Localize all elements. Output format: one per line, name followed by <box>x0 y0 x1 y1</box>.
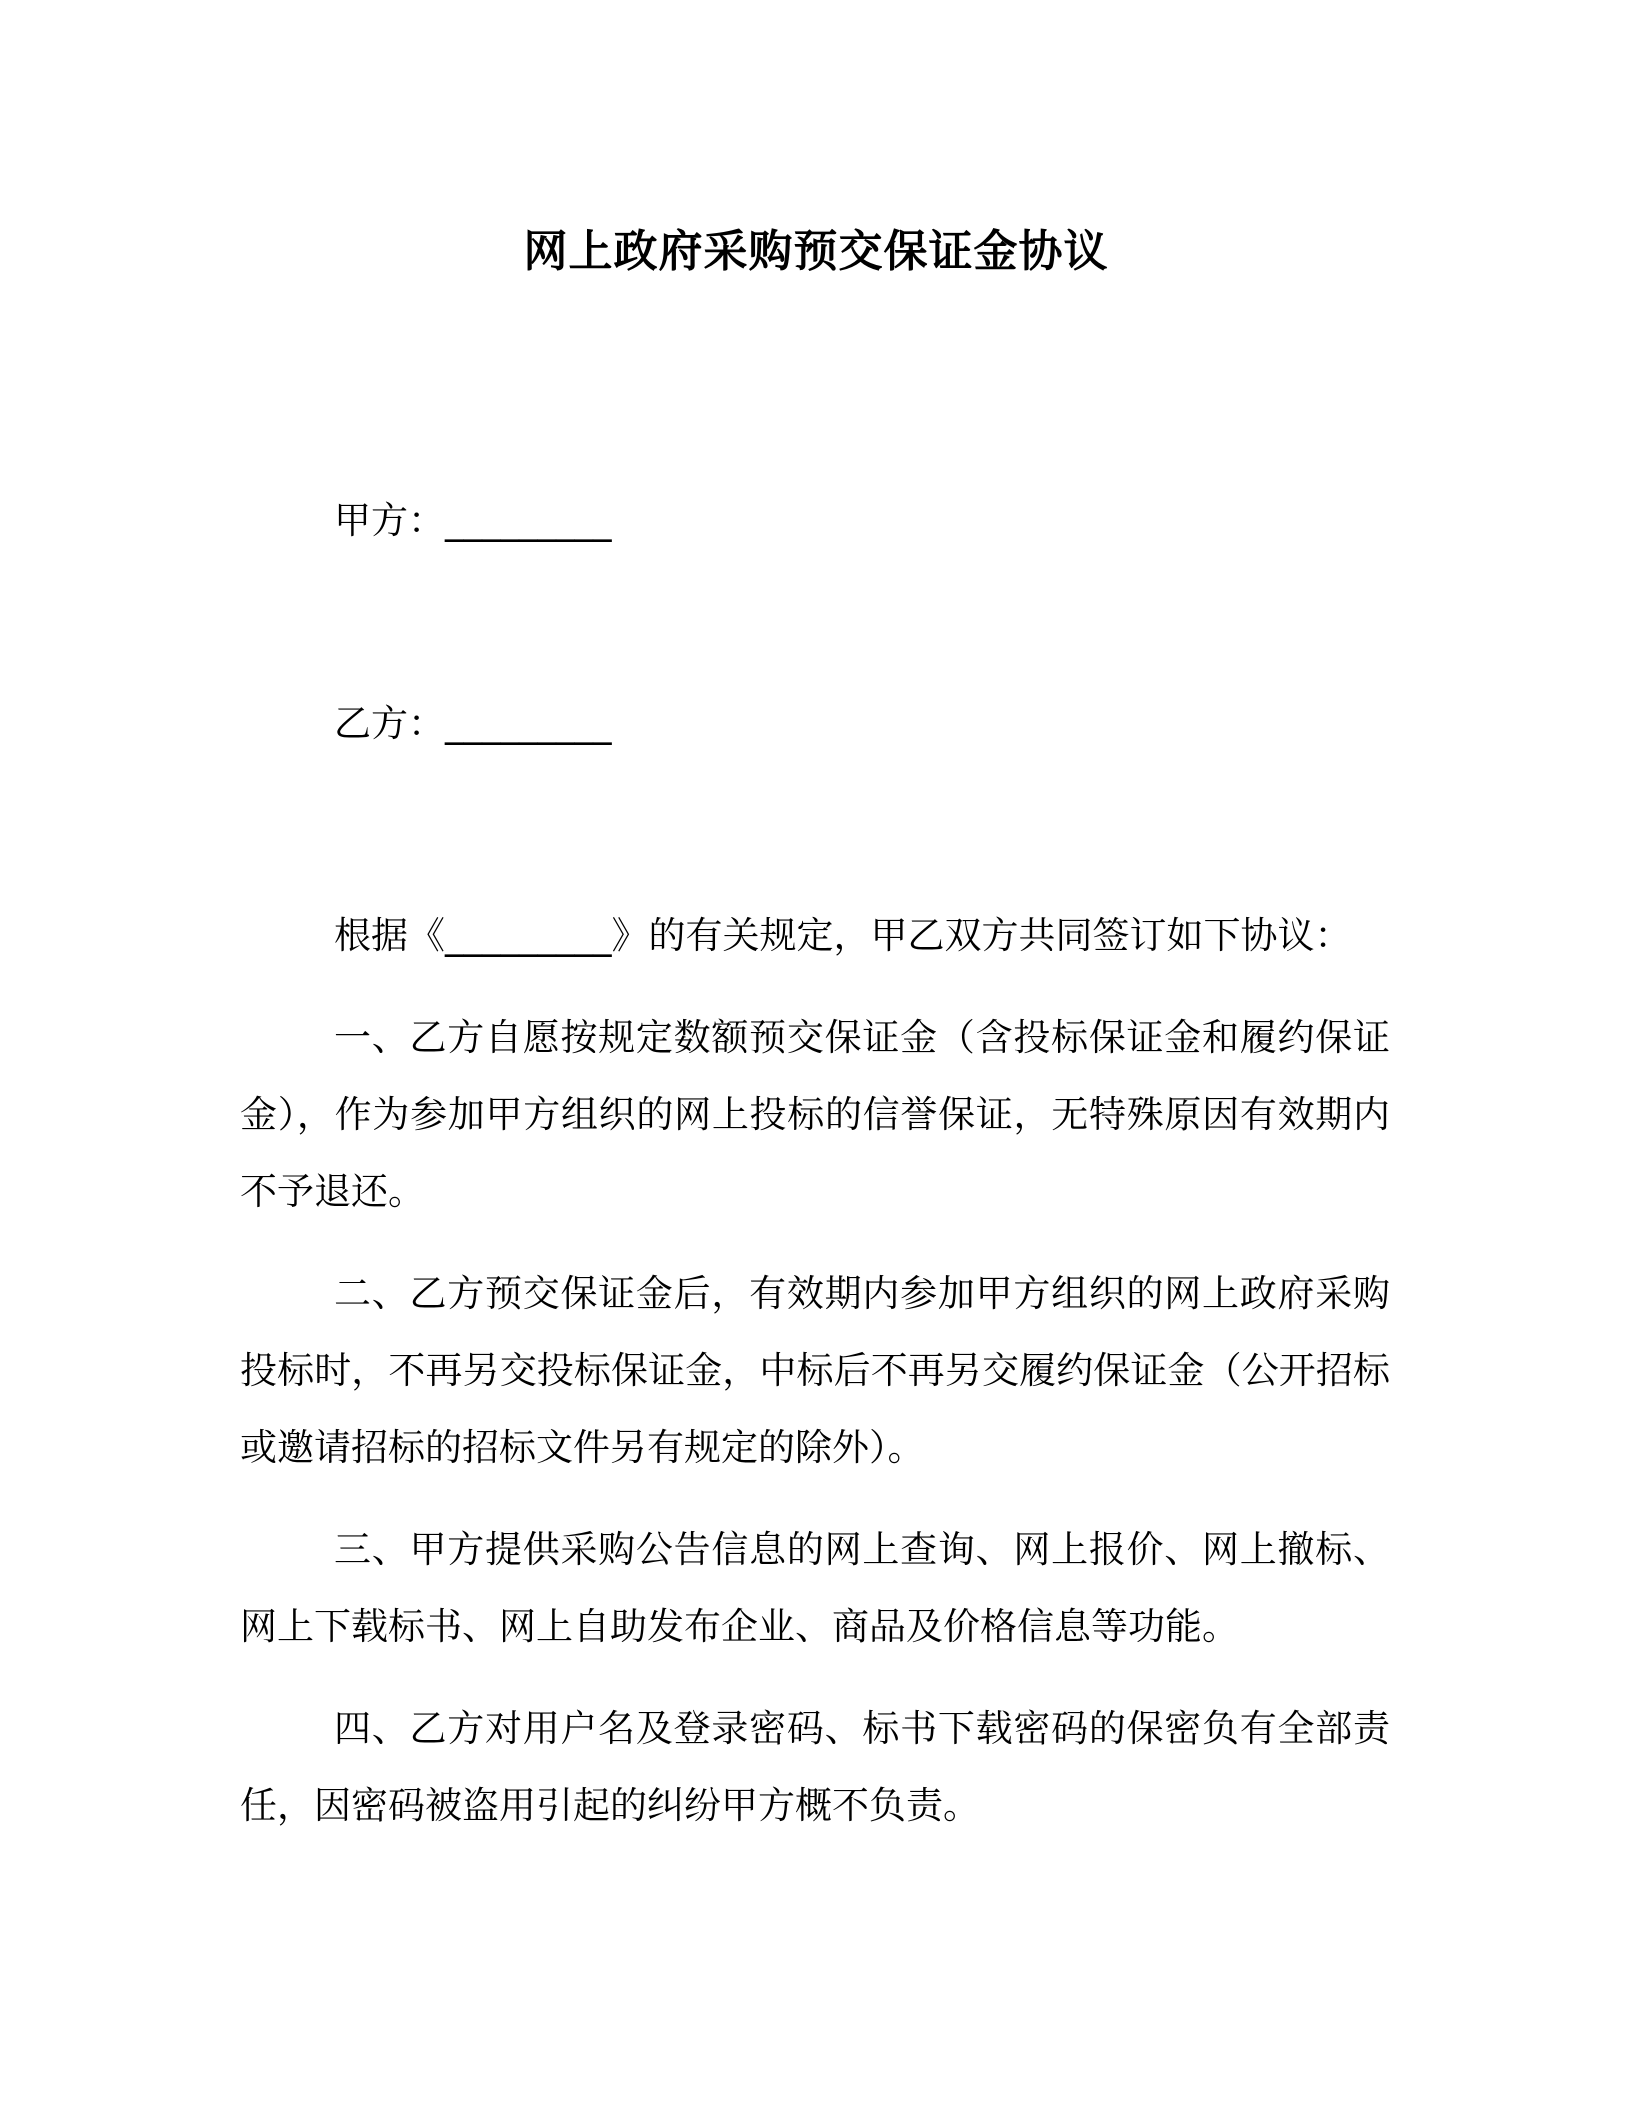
document-title: 网上政府采购预交保证金协议 <box>523 226 1109 277</box>
clause-4-paragraph: 四、乙方对用户名及登录密码、标书下载密码的保密负有全部责任，因密码被盗用引起的纠纷甲方概不负责。 <box>240 1707 1390 1827</box>
document-body <box>240 897 1390 1869</box>
clause-3-paragraph: 三、甲方提供采购公告信息的网上查询、网上报价、网上撤标、网上下载标书、网上自助发布企业、商品及价格信息等功能。 <box>240 1528 1390 1648</box>
intro-paragraph: 根据《_________》的有关规定，甲乙双方共同签订如下协议： <box>334 914 1352 957</box>
clause-1-paragraph: 一、乙方自愿按规定数额预交保证金（含投标保证金和履约保证金），作为参加甲方组织的网上投标的信誉保证，无特殊原因有效期内不予退还。 <box>240 1016 1390 1213</box>
clause-2-paragraph: 二、乙方预交保证金后，有效期内参加甲方组织的网上政府采购投标时，不再另交投标保证金，中标后不再另交履约保证金（公开招标或邀请招标的招标文件另有规定的除外）。 <box>240 1272 1390 1469</box>
party-b-line: 乙方：_________ <box>334 702 612 745</box>
party-a-line: 甲方：_________ <box>334 499 612 542</box>
